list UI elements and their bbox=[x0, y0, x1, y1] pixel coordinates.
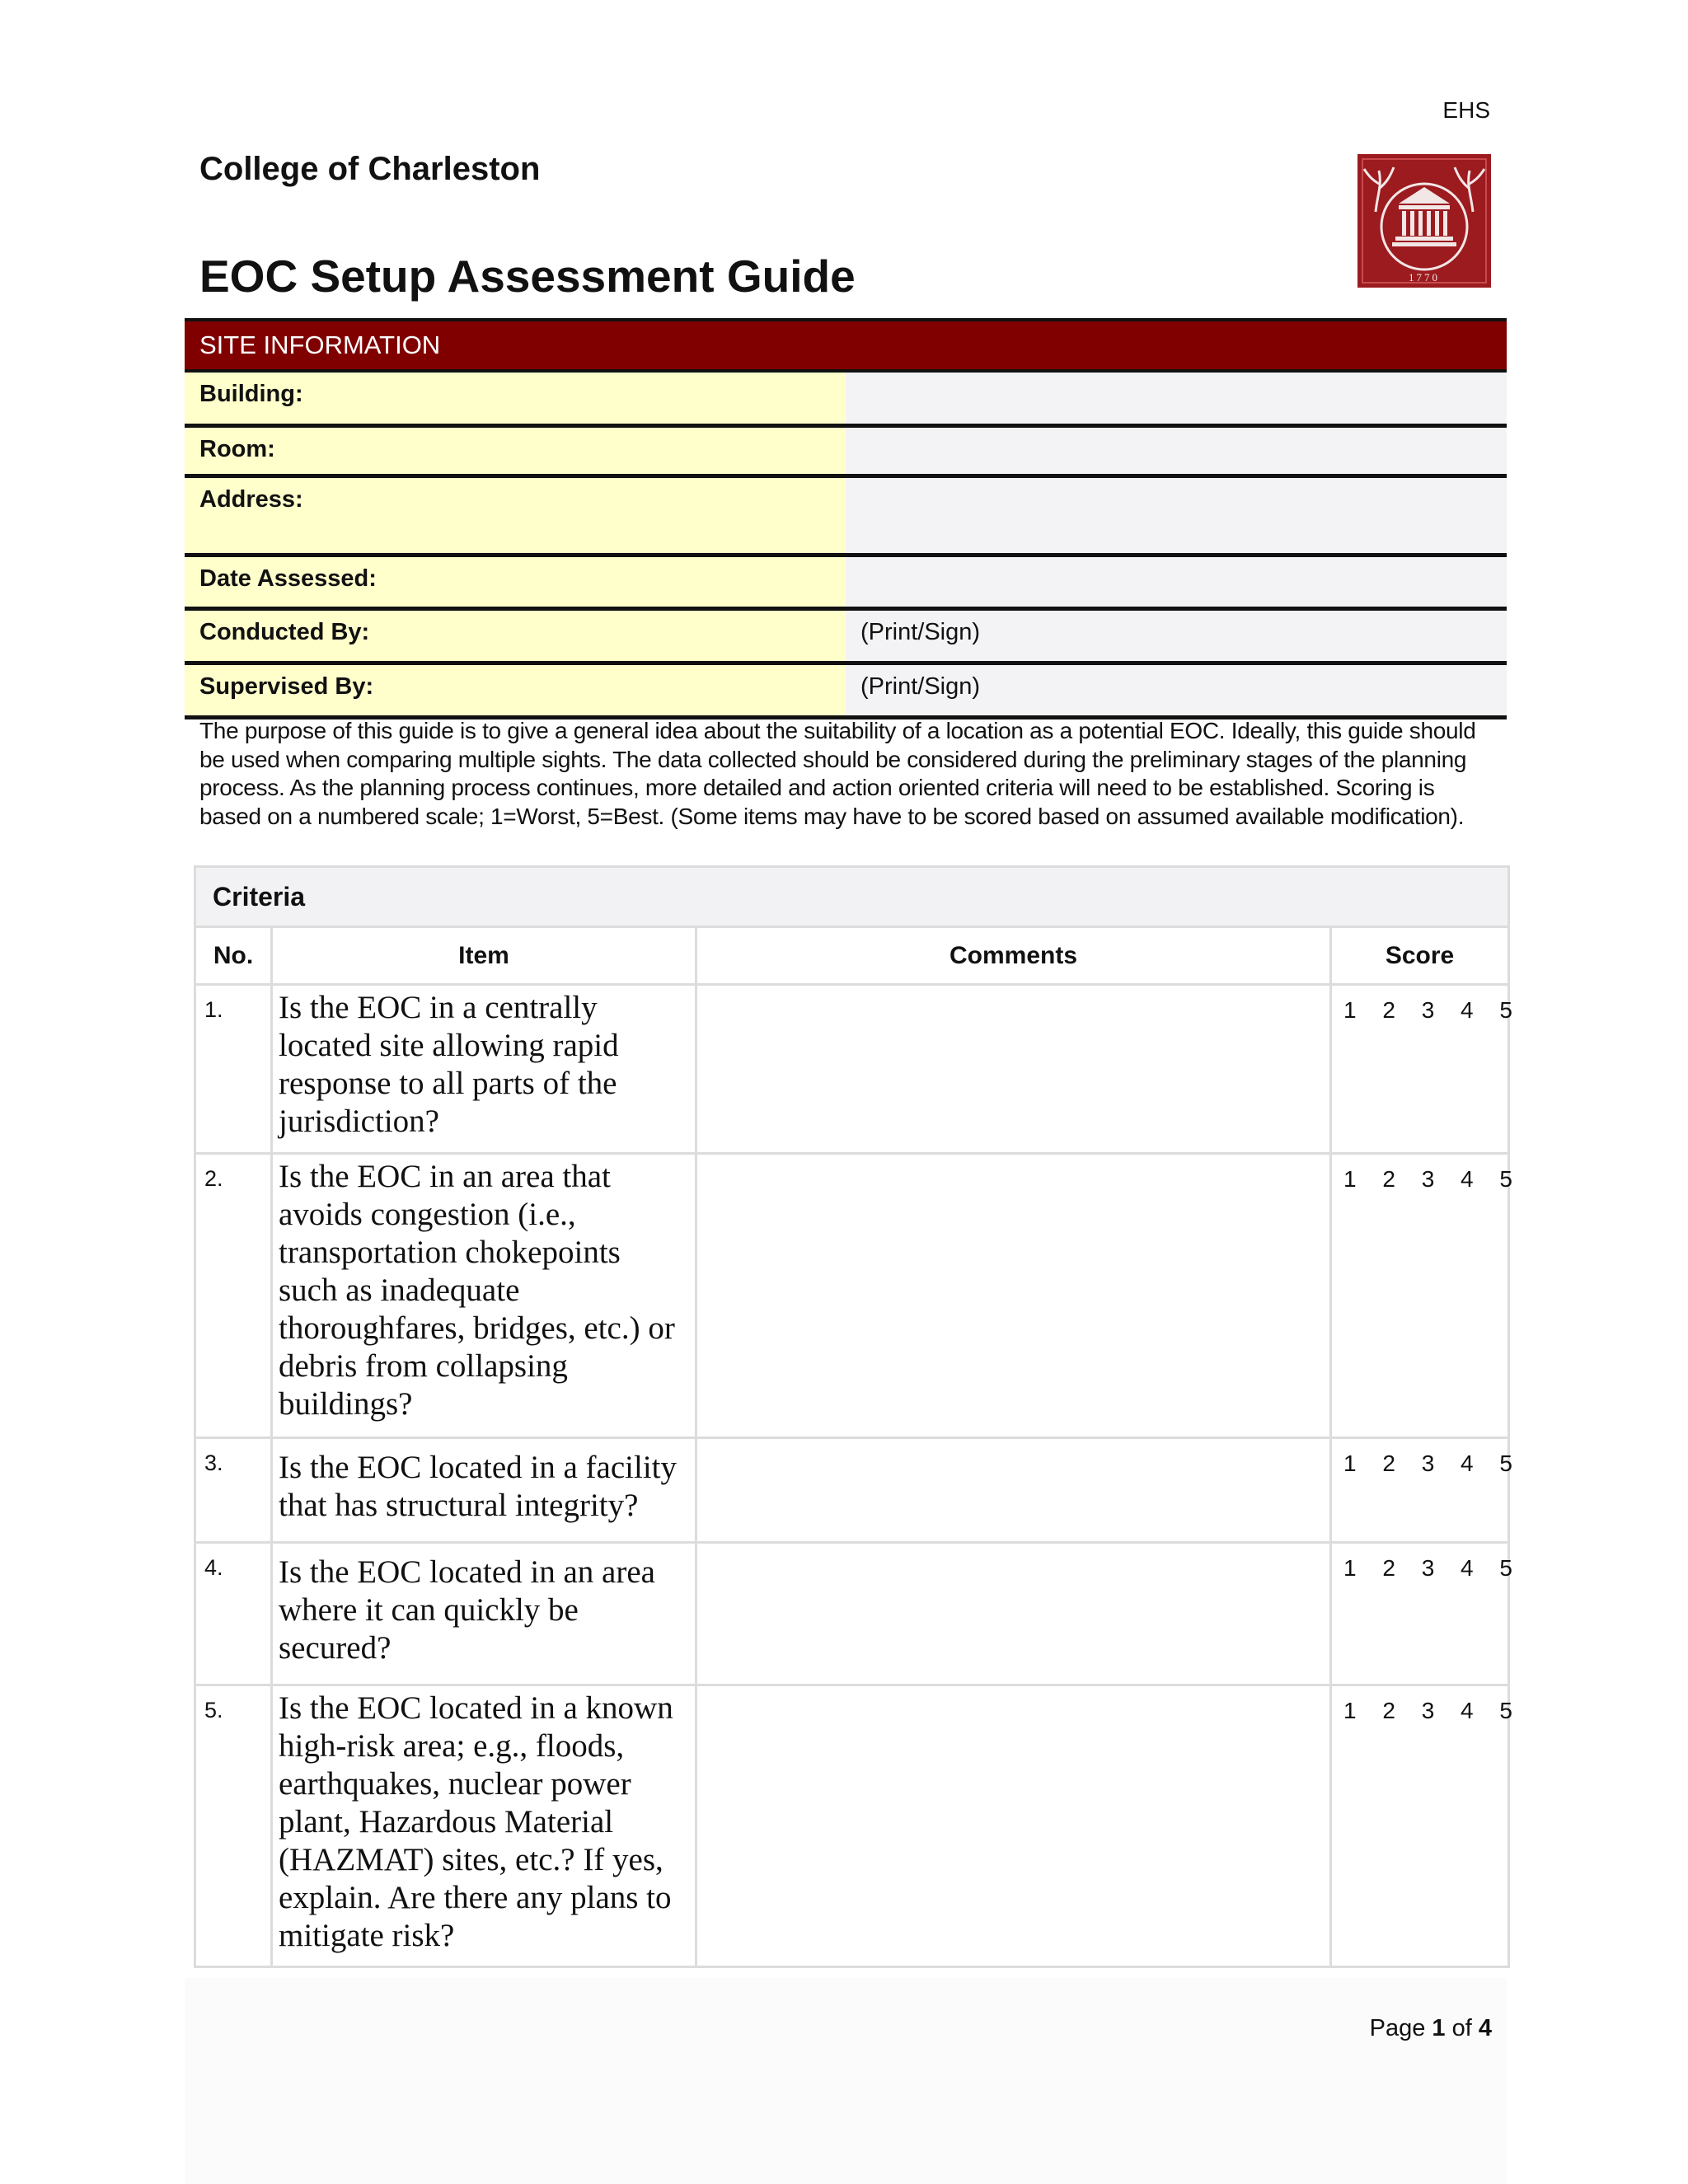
page-label: Page bbox=[1369, 2015, 1426, 2041]
room-label: Room: bbox=[185, 425, 846, 476]
criteria-item: Is the EOC located in an area where it can quickly be secured? bbox=[272, 1543, 696, 1685]
score-scale[interactable]: 1 2 3 4 5 bbox=[1331, 1685, 1509, 1967]
score-scale[interactable]: 1 2 3 4 5 bbox=[1331, 1154, 1509, 1438]
of-label: of bbox=[1451, 2015, 1472, 2041]
row-number: 5. bbox=[195, 1685, 272, 1967]
header-tag: EHS bbox=[1442, 97, 1490, 123]
score-scale[interactable]: 1 2 3 4 5 bbox=[1331, 985, 1509, 1154]
comments-cell[interactable] bbox=[696, 1685, 1331, 1967]
svg-text:1770: 1770 bbox=[1409, 271, 1440, 284]
college-seal-logo bbox=[1357, 154, 1491, 288]
site-information-table bbox=[185, 318, 1507, 719]
criteria-heading: Criteria bbox=[195, 867, 1509, 927]
row-number: 1. bbox=[195, 985, 272, 1154]
table-row bbox=[195, 985, 1509, 1154]
row-number: 3. bbox=[195, 1438, 272, 1543]
page-number bbox=[1370, 2015, 1492, 2042]
site-information-heading: SITE INFORMATION bbox=[185, 320, 1507, 371]
comments-cell[interactable] bbox=[696, 1543, 1331, 1685]
building-label: Building: bbox=[185, 371, 846, 425]
table-row bbox=[195, 1543, 1509, 1685]
column-header-item: Item bbox=[272, 927, 696, 985]
supervised-by-label: Supervised By: bbox=[185, 663, 846, 717]
address-field[interactable] bbox=[846, 476, 1507, 555]
page-title: EOC Setup Assessment Guide bbox=[199, 251, 856, 302]
room-field[interactable] bbox=[846, 425, 1507, 476]
table-row bbox=[195, 1154, 1509, 1438]
conducted-by-label: Conducted By: bbox=[185, 608, 846, 663]
row-number: 4. bbox=[195, 1543, 272, 1685]
column-header-no: No. bbox=[195, 927, 272, 985]
column-header-score: Score bbox=[1331, 927, 1509, 985]
current-page: 1 bbox=[1432, 2015, 1446, 2041]
total-pages: 4 bbox=[1478, 2015, 1492, 2041]
address-label: Address: bbox=[185, 476, 846, 555]
date-assessed-label: Date Assessed: bbox=[185, 555, 846, 608]
score-scale[interactable]: 1 2 3 4 5 bbox=[1331, 1438, 1509, 1543]
criteria-item: Is the EOC located in a facility that has structural integrity? bbox=[272, 1438, 696, 1543]
table-row bbox=[195, 1438, 1509, 1543]
comments-cell[interactable] bbox=[696, 1154, 1331, 1438]
date-assessed-field[interactable] bbox=[846, 555, 1507, 608]
conducted-by-field[interactable]: (Print/Sign) bbox=[846, 608, 1507, 663]
intro-paragraph: The purpose of this guide is to give a general idea about the suitability of a location as a potential EOC. Ideally, this guide should be used when comparing multiple sights. The data collected should be considered during the preliminary stages of the planning process. As the planning process continues, more detailed and action oriented criteria will need to be established. Scoring is based on a numbered scale; 1=Worst, 5=Best. (Some items may have to be scored based on assumed available modification). bbox=[199, 718, 1476, 829]
comments-cell[interactable] bbox=[696, 1438, 1331, 1543]
building-field[interactable] bbox=[846, 371, 1507, 425]
row-number: 2. bbox=[195, 1154, 272, 1438]
criteria-item: Is the EOC in an area that avoids congestion (i.e., transportation chokepoints such as inadequate thoroughfares, bridges, etc.) or debris from collapsing buildings? bbox=[272, 1154, 696, 1438]
table-row bbox=[195, 1685, 1509, 1967]
criteria-table bbox=[194, 865, 1522, 1968]
column-header-comments: Comments bbox=[696, 927, 1331, 985]
comments-cell[interactable] bbox=[696, 985, 1331, 1154]
supervised-by-field[interactable]: (Print/Sign) bbox=[846, 663, 1507, 717]
score-scale[interactable]: 1 2 3 4 5 bbox=[1331, 1543, 1509, 1685]
page-shade bbox=[185, 1978, 1507, 2184]
org-name: College of Charleston bbox=[199, 151, 541, 187]
criteria-item: Is the EOC located in a known high-risk area; e.g., floods, earthquakes, nuclear power plant, Hazardous Material (HAZMAT) sites, etc.? If yes, explain. Are there any plans to mitigate risk? bbox=[272, 1685, 696, 1967]
criteria-item: Is the EOC in a centrally located site allowing rapid response to all parts of the jurisdiction? bbox=[272, 985, 696, 1154]
